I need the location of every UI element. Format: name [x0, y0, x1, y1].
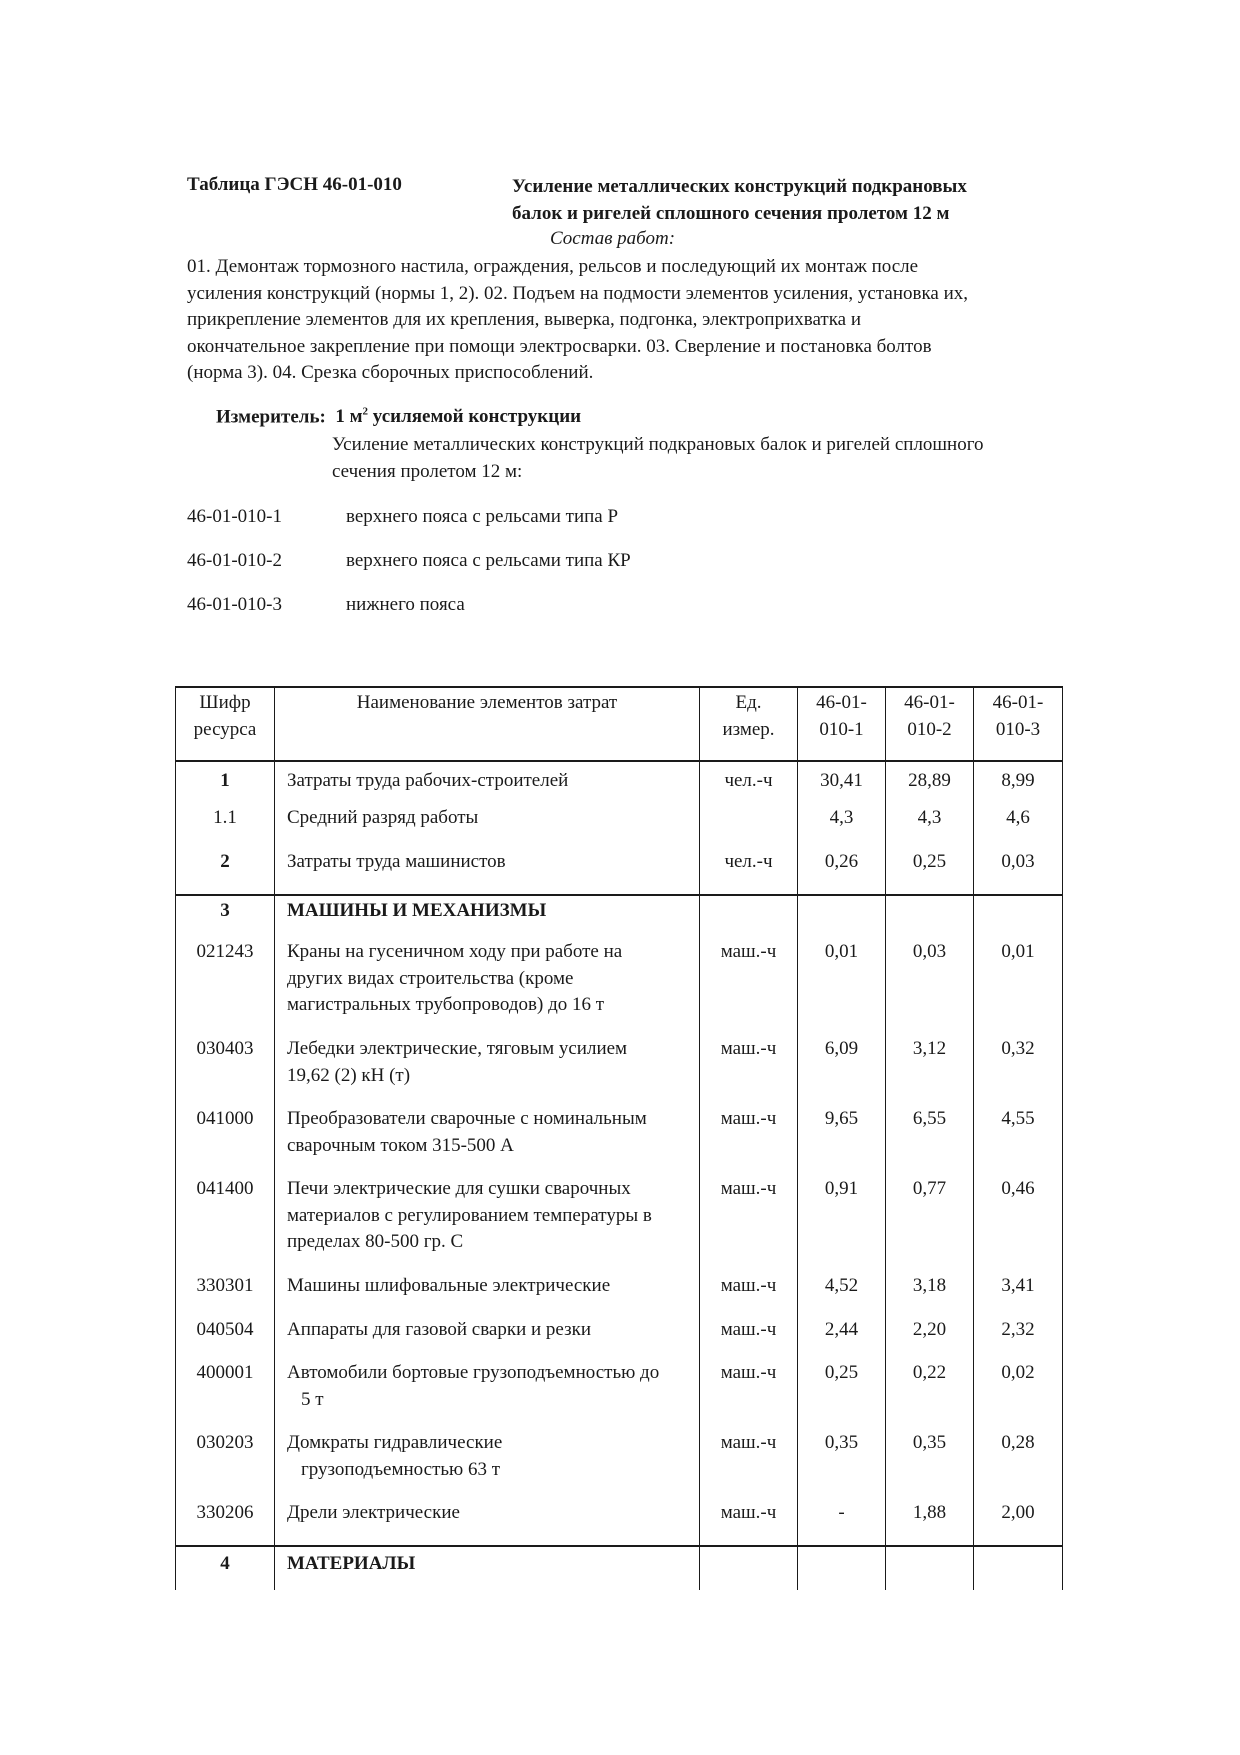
resource-table	[175, 686, 1063, 1590]
table-row: 041000 Преобразователи сварочные с номинальным сварочным током 315-500 А маш.-ч 9,65 6,55 4,55	[176, 1106, 1063, 1176]
table-header-row	[176, 687, 1063, 761]
work-composition-label: Состав работ:	[550, 228, 676, 249]
norm-code: 46-01-010-3	[187, 594, 282, 615]
table-row: 030203 Домкраты гидравлические грузоподъемностью 63 т маш.-ч 0,35 0,35 0,28	[176, 1430, 1063, 1500]
table-row: 040504 Аппараты для газовой сварки и резки маш.-ч 2,44 2,20 2,32	[176, 1317, 1063, 1360]
table-row: 021243 Краны на гусеничном ходу при работе на других видах строительства (кроме магистральных трубопроводов) до 16 т маш.-ч 0,01 0,03 0,01	[176, 939, 1063, 1036]
norm-code: 46-01-010-2	[187, 550, 282, 571]
work-description-line: усиления конструкций (нормы 1, 2). 02. Подъем на подмости элементов усиления, установка их,	[187, 282, 969, 304]
table-label: Таблица ГЭСН 46-01-010	[187, 174, 402, 195]
table-row: 041400 Печи электрические для сушки сварочных материалов с регулированием температуры в пределах 80-500 гр. С маш.-ч 0,91 0,77 0,46	[176, 1176, 1063, 1273]
norm-desc: нижнего пояса	[346, 594, 465, 615]
norm-code: 46-01-010-1	[187, 506, 282, 527]
header-norm-1: 46-01- 010-1	[798, 687, 886, 761]
header-unit: Ед. измер.	[700, 687, 798, 761]
table-title-line: балок и ригелей сплошного сечения пролетом 12 м	[512, 202, 950, 224]
work-description	[187, 254, 1067, 387]
header-name: Наименование элементов затрат	[275, 687, 700, 761]
table-row: 2 Затраты труда машинистов чел.-ч 0,26 0,25 0,03	[176, 849, 1063, 895]
header-norm-2: 46-01- 010-2	[886, 687, 974, 761]
table-title-line: Усиление металлических конструкций подкрановых	[512, 176, 967, 197]
table-row: 330206 Дрели электрические маш.-ч - 1,88 2,00	[176, 1500, 1063, 1546]
work-description-line: прикрепление элементов для их крепления, выверка, подгонка, электроприхватка и	[187, 309, 861, 330]
norm-desc: верхнего пояса с рельсами типа Р	[346, 506, 619, 527]
table-row: 1.1 Средний разряд работы 4,3 4,3 4,6	[176, 805, 1063, 849]
measure-subtitle: Усиление металлических конструкций подкрановых балок и ригелей сплошного сечения пролетом 12 м:	[332, 434, 984, 482]
header-norm-3: 46-01- 010-3	[974, 687, 1063, 761]
table-row: 030403 Лебедки электрические, тяговым усилием 19,62 (2) кН (т) маш.-ч 6,09 3,12 0,32	[176, 1036, 1063, 1106]
table-row: 400001 Автомобили бортовые грузоподъемностью до 5 т маш.-ч 0,25 0,22 0,02	[176, 1360, 1063, 1430]
table-title	[512, 174, 967, 227]
measure-value: 1 $м^2$ усиляемой конструкции	[335, 406, 582, 428]
header-code: Шифр ресурса	[176, 687, 275, 761]
norm-desc: верхнего пояса с рельсами типа КР	[346, 550, 631, 571]
measure-label: Измеритель:	[216, 406, 326, 428]
measure-line	[216, 406, 581, 428]
work-description-line: окончательное закрепление при помощи электросварки. 03. Сверление и постановка болтов	[187, 335, 932, 357]
work-description-line: 01. Демонтаж тормозного настила, ограждения, рельсов и последующий их монтаж после	[187, 256, 919, 277]
table-row: 1 Затраты труда рабочих-строителей чел.-ч 30,41 28,89 8,99	[176, 761, 1063, 805]
table-section-row: 3 МАШИНЫ И МЕХАНИЗМЫ	[176, 895, 1063, 939]
table-row: 330301 Машины шлифовальные электрические маш.-ч 4,52 3,18 3,41	[176, 1273, 1063, 1317]
table-section-row: 4 МАТЕРИАЛЫ	[176, 1546, 1063, 1590]
work-description-line: (норма 3). 04. Срезка сборочных приспособлений.	[187, 362, 594, 383]
